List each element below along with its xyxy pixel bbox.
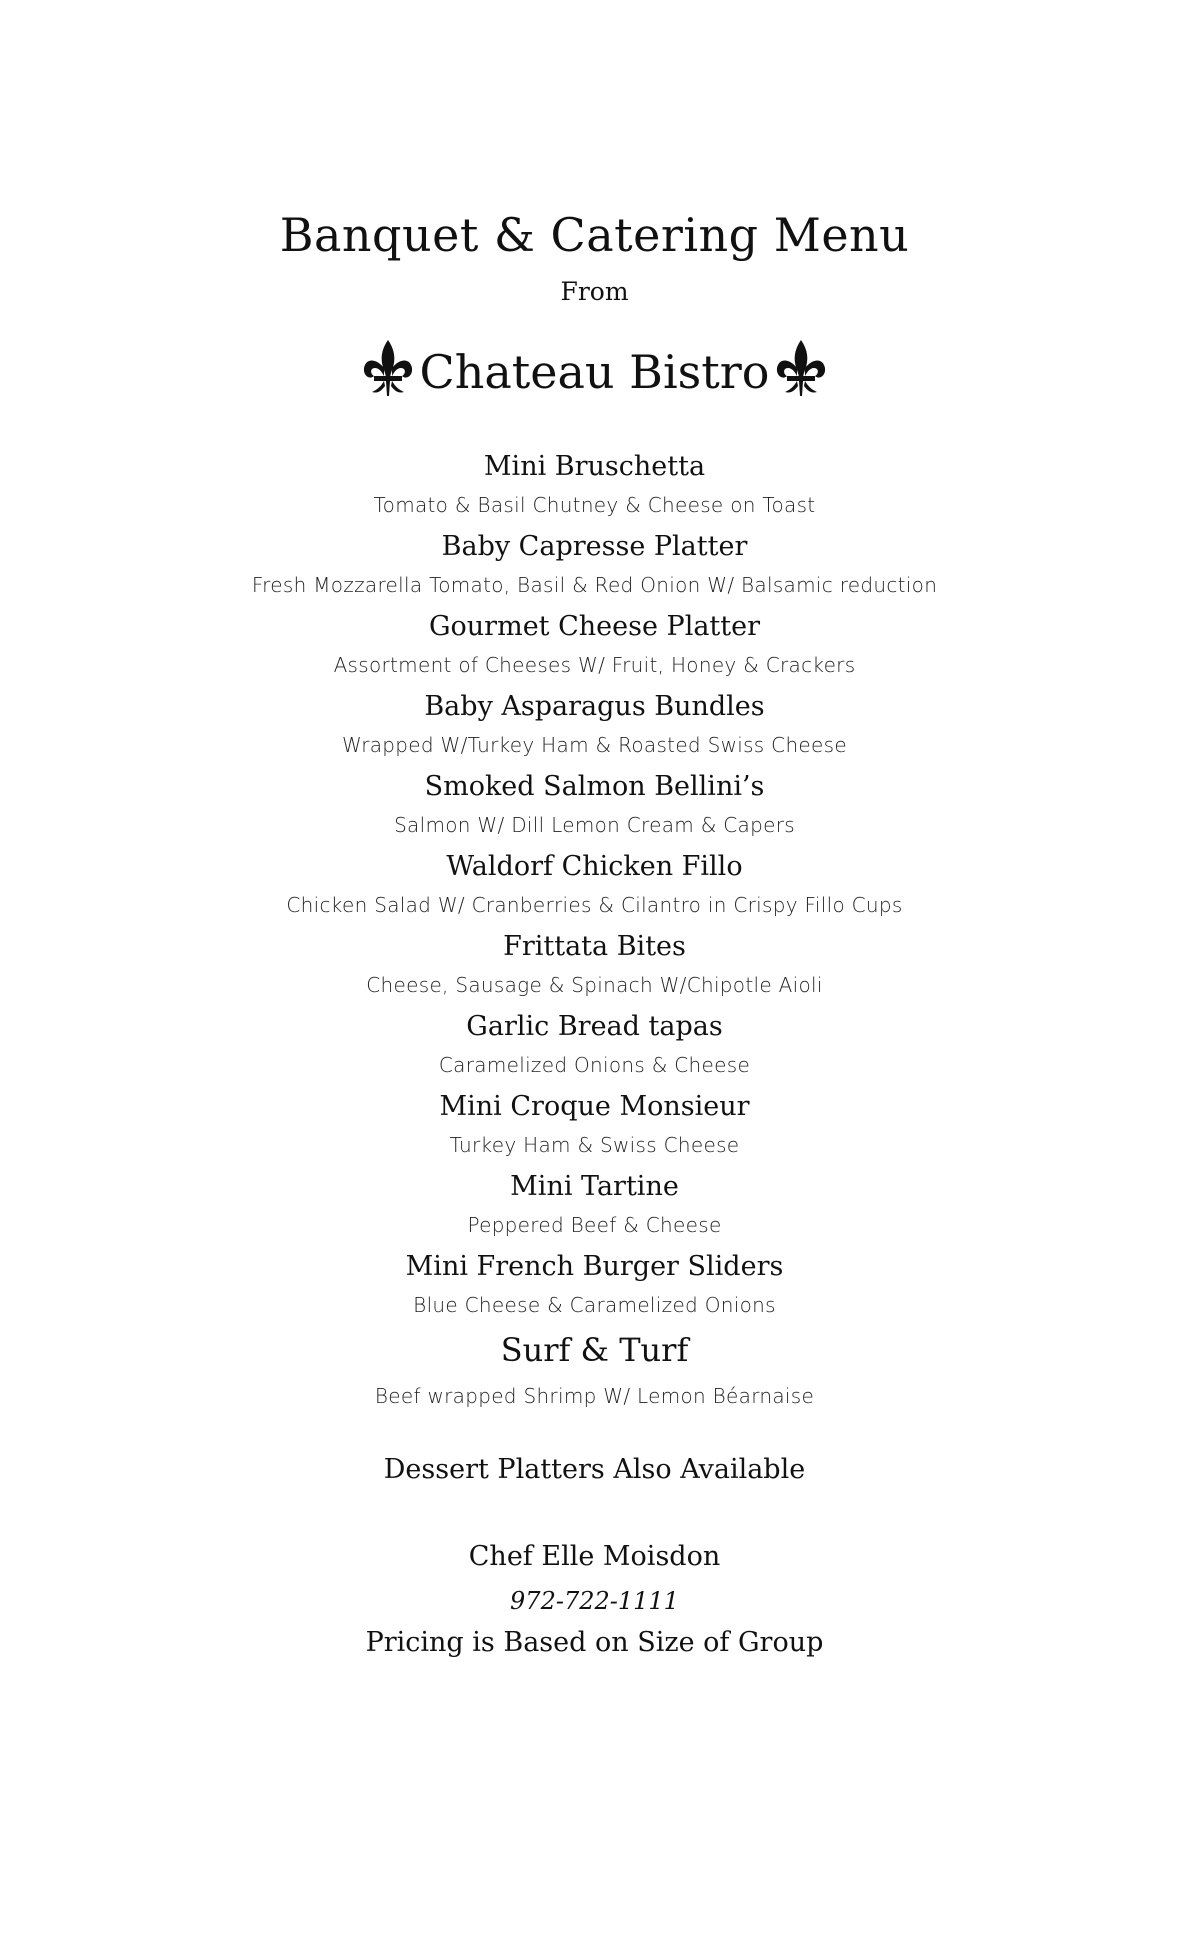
menu-item-description: Fresh Mozzarella Tomato, Basil & Red Onion W/ Balsamic reduction	[251, 573, 938, 597]
menu-item-name: Surf & Turf	[500, 1331, 689, 1369]
menu-item-description: Turkey Ham & Swiss Cheese	[449, 1133, 740, 1157]
menu-item	[0, 1006, 1189, 1086]
menu-item	[0, 1246, 1189, 1326]
menu-item-name: Baby Asparagus Bundles	[424, 691, 765, 722]
menu-item-name: Frittata Bites	[503, 931, 686, 962]
fleur-de-lis-icon	[773, 338, 829, 402]
menu-item-description: Salmon W/ Dill Lemon Cream & Capers	[394, 813, 795, 837]
menu-item-name: Mini Croque Monsieur	[439, 1091, 750, 1122]
menu-item	[0, 446, 1189, 526]
menu-item-description: Wrapped W/Turkey Ham & Roasted Swiss Cheese	[342, 733, 847, 757]
menu-item-name: Mini Tartine	[510, 1171, 679, 1202]
menu-item	[0, 926, 1189, 1006]
menu-item-description: Caramelized Onions & Cheese	[438, 1053, 751, 1077]
menu-item	[0, 526, 1189, 606]
menu-item	[0, 1166, 1189, 1246]
menu-item-description: Cheese, Sausage & Spinach W/Chipotle Aioli	[366, 973, 823, 997]
phone-number: 972-722-1111	[510, 1587, 679, 1615]
chef-name: Chef Elle Moisdon	[468, 1541, 721, 1572]
menu-item-name: Mini French Burger Sliders	[405, 1251, 784, 1282]
menu-item-name: Baby Capresse Platter	[441, 531, 748, 562]
restaurant-heading	[0, 330, 1189, 410]
menu-item	[0, 766, 1189, 846]
menu-item-name: Smoked Salmon Bellini’s	[424, 771, 765, 802]
menu-item-description: Peppered Beef & Cheese	[467, 1213, 722, 1237]
menu-item	[0, 686, 1189, 766]
menu-item	[0, 1086, 1189, 1166]
menu-item-description: Beef wrapped Shrimp W/ Lemon Béarnaise	[374, 1384, 815, 1408]
menu-list	[0, 446, 1189, 1426]
menu-item-description: Blue Cheese & Caramelized Onions	[413, 1293, 776, 1317]
menu-item	[0, 846, 1189, 926]
fleur-de-lis-icon	[360, 338, 416, 402]
menu-item-description: Chicken Salad W/ Cranberries & Cilantro in Crispy Fillo Cups	[286, 893, 903, 917]
menu-item	[0, 606, 1189, 686]
menu-item	[0, 1326, 1189, 1426]
menu-item-name: Waldorf Chicken Fillo	[446, 851, 743, 882]
menu-title: Banquet & Catering Menu	[279, 208, 910, 262]
menu-item-name: Mini Bruschetta	[483, 451, 706, 482]
from-label: From	[560, 277, 629, 306]
menu-item-name: Gourmet Cheese Platter	[428, 611, 761, 642]
menu-item-description: Tomato & Basil Chutney & Cheese on Toast	[373, 493, 816, 517]
pricing-note: Pricing is Based on Size of Group	[365, 1627, 824, 1658]
menu-item-name: Garlic Bread tapas	[466, 1011, 723, 1042]
menu-item-description: Assortment of Cheeses W/ Fruit, Honey & Crackers	[333, 653, 856, 677]
restaurant-name: Chateau Bistro	[419, 345, 770, 399]
dessert-note: Dessert Platters Also Available	[383, 1454, 806, 1485]
